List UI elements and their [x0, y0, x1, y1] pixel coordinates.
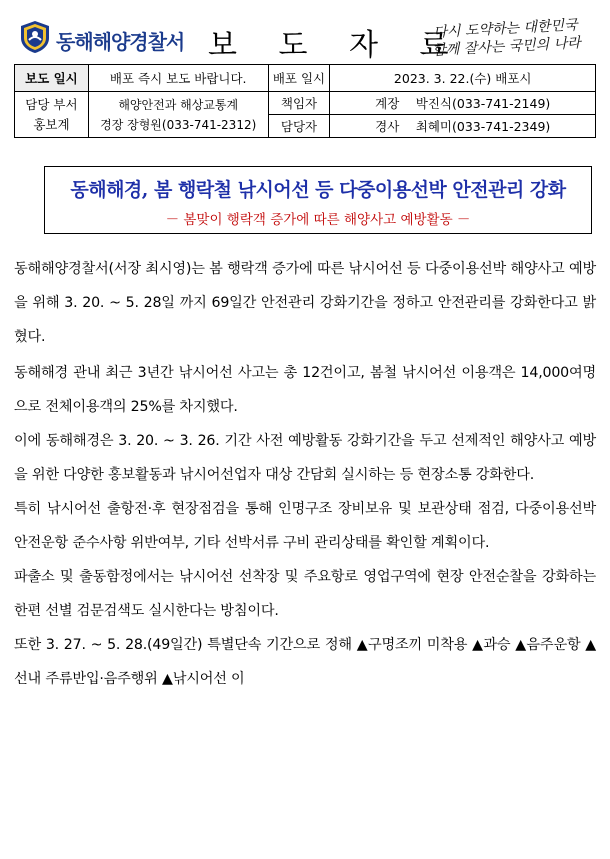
body-paragraph-5: 파출소 및 출동함정에서는 낚시어선 선착장 및 주요항로 영업구역에 현장 안전순찰을 강화하는 한편 선별 검문검색도 실시한다는 방침이다. [14, 569, 596, 619]
body-paragraph-1: 동해해양경찰서(서장 최시영)는 봄 행락객 증가에 따른 낚시어선 등 다중이용선박 해양사고 예방을 위해 3. 20. ~ 5. 28일 까지 69일간 안전관리 강화기간을 정하고 안전관리를 강화한다고 밝혔다. [14, 261, 596, 345]
lead-label: 책임자 [268, 92, 330, 115]
staff-value: 경사 최혜미(033-741-2349) [330, 115, 596, 138]
article-body [14, 252, 596, 696]
info-row-release [15, 65, 596, 92]
distribution-label: 배포 일시 [268, 65, 330, 92]
staff-label: 담당자 [268, 115, 330, 138]
info-row-lead [15, 92, 596, 115]
slogan-line-1: 다시 도약하는 대한민국 [433, 17, 578, 41]
press-info-table [14, 64, 596, 138]
headline-subtitle: － 봄맞이 행락객 증가에 따른 해양사고 예방활동 － [165, 212, 471, 228]
body-paragraph-2: 동해해경 관내 최근 3년간 낚시어선 사고는 총 12건이고, 봄철 낚시어선 이용객은 14,000여명으로 전체이용객의 25%를 차지했다. [14, 365, 596, 415]
headline-title: 동해해경, 봄 행락철 낚시어선 등 다중이용선박 안전관리 강화 [70, 179, 566, 201]
body-paragraph-6: 또한 3. 27. ~ 5. 28.(49일간) 특별단속 기간으로 정해 ▲구명조끼 미착용 ▲과승 ▲음주운항 ▲ 선내 주류반입·음주행위 ▲낚시어선 이 [14, 637, 596, 687]
slogan-line-2: 함께 잘사는 국민의 나라 [431, 35, 582, 59]
dept-label: 담당 부서 홍보계 [15, 92, 89, 138]
distribution-value: 2023. 3. 22.(수) 배포시 [330, 65, 596, 92]
agency-name: 동해해양경찰서 [56, 30, 185, 54]
dept-value: 해양안전과 해상교통계 경장 장형원(033-741-2312) [88, 92, 268, 138]
body-paragraph-4: 특히 낚시어선 출항전·후 현장점검을 통해 인명구조 장비보유 및 보관상태 점검, 다중이용선박 안전운항 준수사항 위반여부, 기타 선박서류 구비 관리상태를 확인할 계획이다. [14, 501, 596, 551]
government-slogan [417, 15, 595, 60]
headline-box [44, 166, 592, 234]
release-label: 보도 일시 [15, 65, 89, 92]
release-value: 배포 즉시 보도 바랍니다. [88, 65, 268, 92]
lead-value: 계장 박진식(033-741-2149) [330, 92, 596, 115]
document-type-title: 보 도 자 료 [208, 28, 465, 63]
press-header [14, 14, 596, 66]
coast-guard-emblem-icon [18, 20, 52, 54]
body-paragraph-3: 이에 동해해경은 3. 20. ~ 3. 26. 기간 사전 예방활동 강화기간을 두고 선제적인 해양사고 예방을 위한 다양한 홍보활동과 낚시어선업자 대상 간담회 실시하는 등 현장소통 강화한다. [14, 433, 596, 483]
